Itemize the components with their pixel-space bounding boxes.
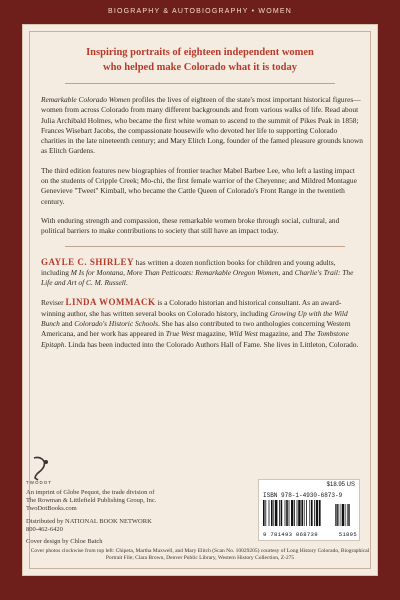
author-bio-2-book-1: Growing Up with the Wild Bunch (41, 308, 348, 329)
author-bio-2 (41, 297, 363, 349)
barcode-icon (263, 500, 357, 528)
barcode-bar (316, 500, 318, 526)
barcode-bar (289, 500, 290, 526)
barcode-bar (294, 500, 295, 526)
barcode-bar (319, 500, 321, 526)
barcode-bar (269, 500, 270, 526)
barcode-addon-bar (348, 504, 349, 526)
cover-design-credit: Cover design by Chloe Batch (26, 538, 103, 545)
author-bio-2-text-e: magazine, and (257, 329, 305, 339)
isbn-label: ISBN 978-1-4930-6873-9 (263, 492, 343, 499)
author-bio-2-text-a: is a Colorado historian and historical consultant. As an award-winning author, she has written several books on Colorado history, including (41, 298, 342, 318)
photo-credit: Cover photos clockwise from top left: Chipeta, Martha Maxwell, and Mary Elitch (Scan No. 10029205) courtesy of Long History Colorado, Biographical Portrait File; Clara Brown, Denver Public Library, Western History Collection, Z-275 (30, 548, 370, 561)
barcode-addon-bar (345, 504, 346, 526)
barcode-bar (304, 500, 305, 526)
author-bio-2-mag-3: The Tombstone Epitaph (41, 329, 349, 349)
barcode-bar (309, 500, 310, 526)
barcode-addon-bar (342, 504, 344, 526)
barcode-bar (291, 500, 293, 526)
author-bio-2-prefix: Reviser (41, 298, 66, 308)
author-bio-1-book-1: M Is for Montana, More Than Petticoats: Remarkable Oregon Women, (70, 267, 281, 277)
author-bio-2-text-c: . She has also contributed to two anthologies concerning Western Americana, and her work has appeared in (41, 319, 351, 339)
headline-line-2: who helped make Colorado what it is today (103, 62, 297, 73)
author-name-1: GAYLE C. SHIRLEY (41, 256, 134, 267)
barcode-bar (281, 500, 283, 526)
barcode-bar (314, 500, 315, 526)
author-bio-2-book-2: Colorado's Historic Schools (74, 319, 158, 329)
barcode-bar (271, 500, 273, 526)
publisher-info (26, 489, 236, 514)
barcode-box (258, 479, 360, 541)
publisher-line-2: The Rowman & Littlefield Publishing Group, Inc. (26, 497, 157, 505)
barcode-addon: 51895 (338, 531, 357, 538)
author-bio-1-book-2: Charlie's Trail: The Life and Art of C. M. Russell (41, 267, 354, 288)
author-bio-2-mag-1: True West (165, 329, 195, 339)
publisher-line-1: An imprint of Globe Pequot, the trade division of (26, 489, 155, 496)
divider-middle (65, 246, 345, 247)
author-bio-2-text-d: magazine, (194, 329, 229, 339)
barcode-digits-main: 9 781493 068739 (263, 531, 318, 538)
barcode-addon-bar (339, 504, 340, 526)
author-bio-2-mag-2: Wild West (228, 329, 258, 339)
headline-line-1: Inspiring portraits of eighteen independent women (86, 47, 314, 58)
author-name-2: LINDA WOMMACK (65, 297, 156, 308)
distributor-phone: 800-462-6420 (26, 526, 63, 534)
barcode-bar (298, 500, 300, 526)
author-bio-1 (41, 257, 363, 289)
barcode-bar (273, 500, 274, 526)
distributor-info (26, 518, 236, 534)
author-bio-1-text-a: has written a dozen nonfiction books for children and young adults, including (41, 257, 336, 277)
barcode-bar (285, 500, 286, 526)
category-label: BIOGRAPHY & AUTOBIOGRAPHY • WOMEN (107, 8, 293, 15)
publisher-logo-text: TWODOT (26, 480, 52, 485)
barcode-bar (311, 500, 313, 526)
description-body (41, 95, 363, 359)
barcode-bar (301, 500, 303, 526)
barcode-addon-bar (347, 504, 348, 526)
paragraph-1 (41, 95, 363, 157)
barcode-bar (306, 500, 307, 526)
paragraph-2: The third edition features new biographies of frontier teacher Mabel Barbee Lee, who left a lasting impact on the students of Cripple Creek; Mo-chi, the first female warrior of the Cheyenne; and Mildred Montague Genevieve "Tweet" Kimball, who became the Cattle Queen of Colorado's Front Range in the twentieth century. (41, 165, 357, 206)
barcode-addon-bar (336, 504, 337, 526)
book-title: Remarkable Colorado Women (41, 95, 131, 104)
price-label: $18.95 US (326, 482, 355, 488)
barcode-bar (265, 500, 266, 526)
publisher-url: TwoDotBooks.com (26, 505, 77, 513)
barcode-digits (263, 531, 357, 538)
barcode-bar (275, 500, 277, 526)
distributor-line: Distributed by NATIONAL BOOK NETWORK (26, 518, 152, 525)
author-bio-2-text-b: and (59, 319, 75, 329)
barcode-bar (263, 500, 265, 526)
barcode-bar (279, 500, 280, 526)
divider-top (65, 83, 335, 84)
author-bio-1-text-c: . (125, 278, 128, 288)
paragraph-3: With enduring strength and compassion, these remarkable women broke through social, cultural, and political barriers to make contributions to society that still have an impact today. (41, 215, 340, 236)
barcode-bar (297, 500, 298, 526)
author-bio-2-text-f: . Linda has been inducted into the Colorado Authors Hall of Fame. She lives in Littleton, Colorado. (64, 339, 359, 349)
paragraph-1-text: profiles the lives of eighteen of the state's most important historical figures—women from across Colorado from many different backgrounds and from various walks of life. Read about Julia Archibald Holmes, who became the first white woman to ascend to the summit of Pikes Peak in 1858; Frances Wisebart Jacobs, the compassionate housewife who devoted her life to supporting Colorado charities in the late nineteenth century; and Mary Elitch Long, founder of the famed pleasure grounds known as Elitch Gardens. (41, 95, 364, 156)
barcode-addon-bar (335, 504, 336, 526)
headline (33, 45, 367, 75)
barcode-bar (286, 500, 288, 526)
barcode-addon-bar (341, 504, 342, 526)
author-bio-1-text-b: and (280, 267, 295, 277)
